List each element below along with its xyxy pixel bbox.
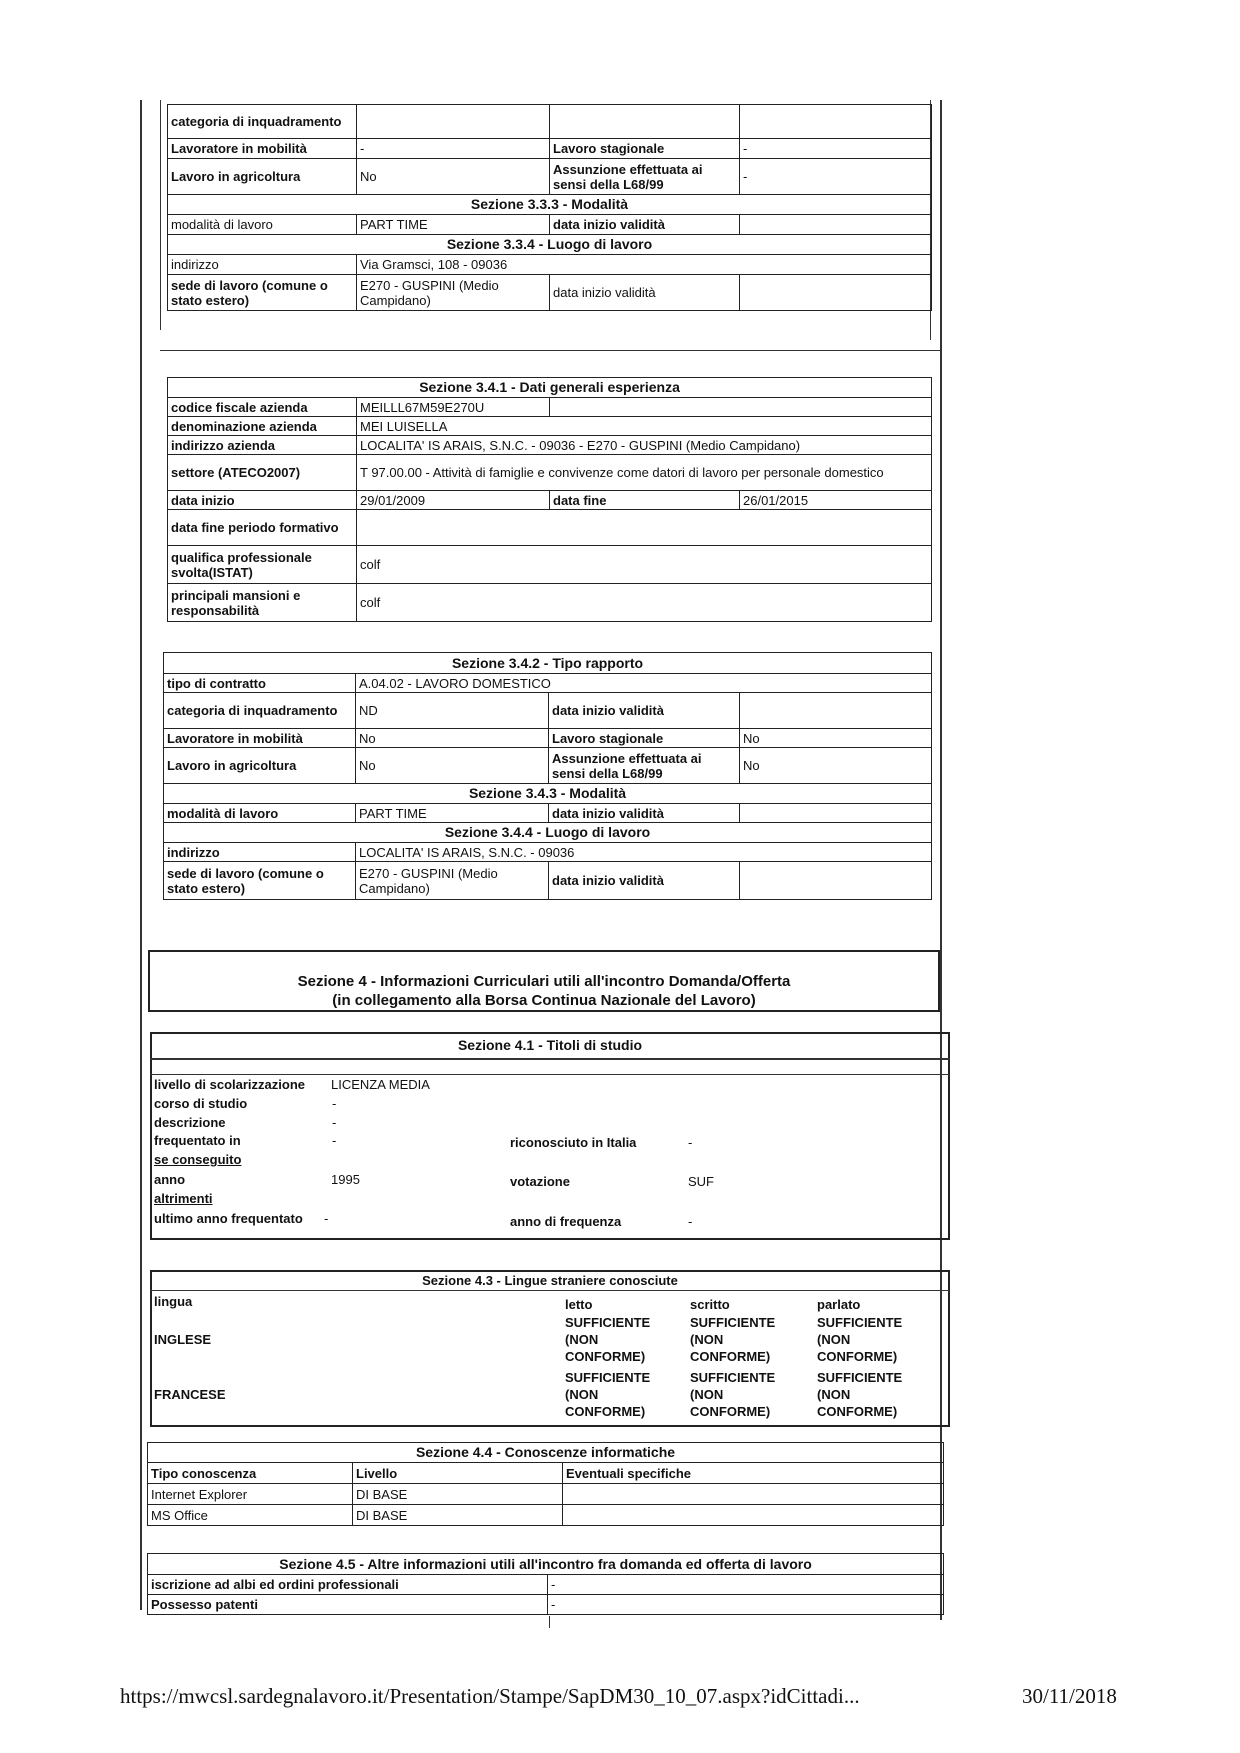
- ultimo-value: -: [324, 1211, 329, 1226]
- modalita-label: modalità di lavoro: [168, 215, 357, 235]
- agricoltura-value: No: [357, 159, 550, 195]
- ultimo-label: ultimo anno frequentato: [154, 1211, 303, 1226]
- sede-value: E270 - GUSPINI (Medio Campidano): [357, 275, 550, 311]
- modalita-data-value: [740, 804, 932, 823]
- data-fine-value: 26/01/2015: [740, 491, 932, 510]
- section-4-1-title: Sezione 4.1 - Titoli di studio: [457, 1037, 643, 1053]
- page-frame-left: [140, 100, 142, 1610]
- francese-parlato-3: CONFORME): [817, 1404, 898, 1419]
- section-4-title-line1: Sezione 4 - Informazioni Curriculari utili all'incontro Domanda/Offerta: [297, 973, 791, 990]
- inglese-parlato-2: (NON: [817, 1332, 851, 1347]
- section-3-4-3-title: Sezione 3.4.3 - Modalità: [164, 784, 932, 804]
- contratto-value: A.04.02 - LAVORO DOMESTICO: [356, 674, 932, 693]
- categoria-extra: [550, 105, 740, 139]
- section-3-3-4-title: Sezione 3.3.4 - Luogo di lavoro: [168, 235, 932, 255]
- categoria-label: categoria di inquadramento: [168, 105, 357, 139]
- francese-letto-2: (NON: [565, 1387, 599, 1402]
- assunzione-value: -: [740, 159, 932, 195]
- ind-label: indirizzo azienda: [168, 436, 357, 455]
- spec-internet-explorer: [563, 1484, 944, 1505]
- inglese-parlato-1: SUFFICIENTE: [817, 1315, 903, 1330]
- corso-value: -: [332, 1096, 337, 1111]
- francese-letto-3: CONFORME): [565, 1404, 646, 1419]
- tipo-header: Tipo conoscenza: [148, 1463, 353, 1484]
- stagionale-label: Lavoro stagionale: [549, 729, 740, 748]
- assunzione-label: Assunzione effettuata ai sensi della L68/99: [549, 748, 740, 784]
- modalita-data-value: [740, 215, 932, 235]
- contratto-label: tipo di contratto: [164, 674, 356, 693]
- inglese-letto-2: (NON: [565, 1332, 599, 1347]
- livello-header: Livello: [353, 1463, 563, 1484]
- spec-ms-office: [563, 1505, 944, 1526]
- stagionale-value: No: [740, 729, 932, 748]
- anno-freq-label: anno di frequenza: [510, 1214, 622, 1229]
- data-inizio-value: 29/01/2009: [357, 491, 550, 510]
- agricoltura-value: No: [356, 748, 549, 784]
- modalita-data-label: data inizio validità: [549, 804, 740, 823]
- agricoltura-label: Lavoro in agricoltura: [164, 748, 356, 784]
- assunzione-label: Assunzione effettuata ai sensi della L68/99: [550, 159, 740, 195]
- cf-label: codice fiscale azienda: [168, 398, 357, 417]
- letto-header: letto: [565, 1297, 593, 1312]
- settore-label: settore (ATECO2007): [168, 455, 357, 491]
- anno-label: anno: [154, 1172, 186, 1187]
- sede-data-value: [740, 862, 932, 900]
- ind-value: LOCALITA' IS ARAIS, S.N.C. - 09036 - E270 - GUSPINI (Medio Campidano): [357, 436, 932, 455]
- settore-value: T 97.00.00 - Attività di famiglie e convivenze come datori di lavoro per personale domestico: [357, 455, 932, 491]
- modalita-data-label: data inizio validità: [550, 215, 740, 235]
- francese-scritto-3: CONFORME): [690, 1404, 771, 1419]
- inglese-letto-1: SUFFICIENTE: [565, 1315, 651, 1330]
- stagionale-label: Lavoro stagionale: [550, 139, 740, 159]
- frequentato-label: frequentato in: [154, 1133, 241, 1148]
- specifiche-header: Eventuali specifiche: [563, 1463, 944, 1484]
- livello-value: LICENZA MEDIA: [331, 1077, 430, 1092]
- anno-value: 1995: [331, 1172, 360, 1187]
- section-3-4-2-title: Sezione 3.4.2 - Tipo rapporto: [164, 653, 932, 674]
- se-conseguito: se conseguito: [154, 1152, 242, 1167]
- section-4-3-title-rule: [150, 1290, 950, 1291]
- cf-empty: [550, 398, 932, 417]
- sede-data-label: data inizio validità: [549, 862, 740, 900]
- qualifica-label: qualifica professionale svolta(ISTAT): [168, 546, 357, 584]
- footer-url[interactable]: https://mwcsl.sardegnalavoro.it/Presentation/Stampe/SapDM30_10_07.aspx?idCittadi...: [120, 1684, 860, 1708]
- francese-letto-1: SUFFICIENTE: [565, 1370, 651, 1385]
- albi-label: iscrizione ad albi ed ordini professionali: [148, 1575, 548, 1595]
- riconosciuto-value: -: [688, 1135, 693, 1150]
- tipo-internet-explorer: Internet Explorer: [148, 1484, 353, 1505]
- livello-label: livello di scolarizzazione: [154, 1077, 305, 1092]
- section-4-5-table: [147, 1553, 944, 1615]
- section-3-3-3-title: Sezione 3.3.3 - Modalità: [168, 195, 932, 215]
- section-3-3-table: [167, 104, 932, 311]
- qualifica-value: colf: [357, 546, 932, 584]
- albi-value: -: [548, 1575, 944, 1595]
- lingua-inglese: INGLESE: [154, 1332, 212, 1347]
- votazione-label: votazione: [510, 1174, 570, 1189]
- divider: [160, 350, 940, 351]
- stagionale-value: -: [740, 139, 932, 159]
- sede-label: sede di lavoro (comune o stato estero): [168, 275, 357, 311]
- indirizzo-label: indirizzo: [168, 255, 357, 275]
- sede-data-label: data inizio validità: [550, 275, 740, 311]
- inglese-letto-3: CONFORME): [565, 1349, 646, 1364]
- mansioni-label: principali mansioni e responsabilità: [168, 584, 357, 622]
- francese-scritto-1: SUFFICIENTE: [690, 1370, 776, 1385]
- section-4-1-title-rule: [150, 1058, 950, 1060]
- section-4-4-title: Sezione 4.4 - Conoscenze informatiche: [148, 1443, 944, 1463]
- francese-scritto-2: (NON: [690, 1387, 724, 1402]
- parlato-header: parlato: [817, 1297, 861, 1312]
- categoria-value: ND: [356, 693, 549, 729]
- section-4-3-title: Sezione 4.3 - Lingue straniere conosciute: [422, 1273, 678, 1288]
- data-inizio-label: data inizio: [168, 491, 357, 510]
- indirizzo-value: LOCALITA' IS ARAIS, S.N.C. - 09036: [356, 843, 932, 862]
- sede-data-value: [740, 275, 932, 311]
- mansioni-value: colf: [357, 584, 932, 622]
- patenti-label: Possesso patenti: [148, 1595, 548, 1615]
- periodo-label: data fine periodo formativo: [168, 510, 357, 546]
- section-3-4-1-table: [167, 377, 932, 622]
- riconosciuto-label: riconosciuto in Italia: [510, 1135, 637, 1150]
- patenti-value: -: [548, 1595, 944, 1615]
- section-3-4-4-title: Sezione 3.4.4 - Luogo di lavoro: [164, 823, 932, 843]
- page-frame-inner-left: [160, 100, 161, 330]
- altrimenti: altrimenti: [154, 1191, 213, 1206]
- section-4-4-table: [147, 1442, 944, 1526]
- modalita-value: PART TIME: [357, 215, 550, 235]
- scritto-header: scritto: [690, 1297, 730, 1312]
- sede-label: sede di lavoro (comune o stato estero): [164, 862, 356, 900]
- footer-date: 30/11/2018: [1022, 1684, 1117, 1708]
- votazione-value: SUF: [688, 1174, 714, 1189]
- livello-ms-office: DI BASE: [353, 1505, 563, 1526]
- section-4-5-continuation: [549, 1616, 550, 1628]
- mobilita-label: Lavoratore in mobilità: [168, 139, 357, 159]
- section-4-1-sub-rule: [150, 1074, 950, 1075]
- livello-internet-explorer: DI BASE: [353, 1484, 563, 1505]
- frequentato-value: -: [332, 1133, 337, 1148]
- francese-parlato-1: SUFFICIENTE: [817, 1370, 903, 1385]
- inglese-scritto-2: (NON: [690, 1332, 724, 1347]
- indirizzo-label: indirizzo: [164, 843, 356, 862]
- data-fine-label: data fine: [550, 491, 740, 510]
- corso-label: corso di studio: [154, 1096, 248, 1111]
- section-3-4-1-title: Sezione 3.4.1 - Dati generali esperienza: [168, 378, 932, 398]
- sede-value: E270 - GUSPINI (Medio Campidano): [356, 862, 549, 900]
- mobilita-value: -: [357, 139, 550, 159]
- modalita-value: PART TIME: [356, 804, 549, 823]
- section-4-title-line2: (in collegamento alla Borsa Continua Nazionale del Lavoro): [332, 992, 756, 1009]
- inglese-scritto-1: SUFFICIENTE: [690, 1315, 776, 1330]
- indirizzo-value: Via Gramsci, 108 - 09036: [357, 255, 932, 275]
- cf-value: MEILLL67M59E270U: [357, 398, 550, 417]
- categoria-extra-value: [740, 105, 932, 139]
- tipo-ms-office: MS Office: [148, 1505, 353, 1526]
- section-3-4-2-table: [163, 652, 932, 900]
- den-label: denominazione azienda: [168, 417, 357, 436]
- inglese-scritto-3: CONFORME): [690, 1349, 771, 1364]
- lingua-header: lingua: [154, 1294, 193, 1309]
- categoria-value: [357, 105, 550, 139]
- francese-parlato-2: (NON: [817, 1387, 851, 1402]
- mobilita-label: Lavoratore in mobilità: [164, 729, 356, 748]
- lingua-francese: FRANCESE: [154, 1387, 226, 1402]
- modalita-label: modalità di lavoro: [164, 804, 356, 823]
- categoria-label: categoria di inquadramento: [164, 693, 356, 729]
- descrizione-value: -: [332, 1115, 337, 1130]
- inglese-parlato-3: CONFORME): [817, 1349, 898, 1364]
- agricoltura-label: Lavoro in agricoltura: [168, 159, 357, 195]
- descrizione-label: descrizione: [154, 1115, 226, 1130]
- categoria-data-label: data inizio validità: [549, 693, 740, 729]
- mobilita-value: No: [356, 729, 549, 748]
- periodo-value: [357, 510, 932, 546]
- den-value: MEI LUISELLA: [357, 417, 932, 436]
- assunzione-value: No: [740, 748, 932, 784]
- categoria-data-value: [740, 693, 932, 729]
- section-4-5-title: Sezione 4.5 - Altre informazioni utili all'incontro fra domanda ed offerta di lavoro: [148, 1554, 944, 1575]
- anno-freq-value: -: [688, 1214, 693, 1229]
